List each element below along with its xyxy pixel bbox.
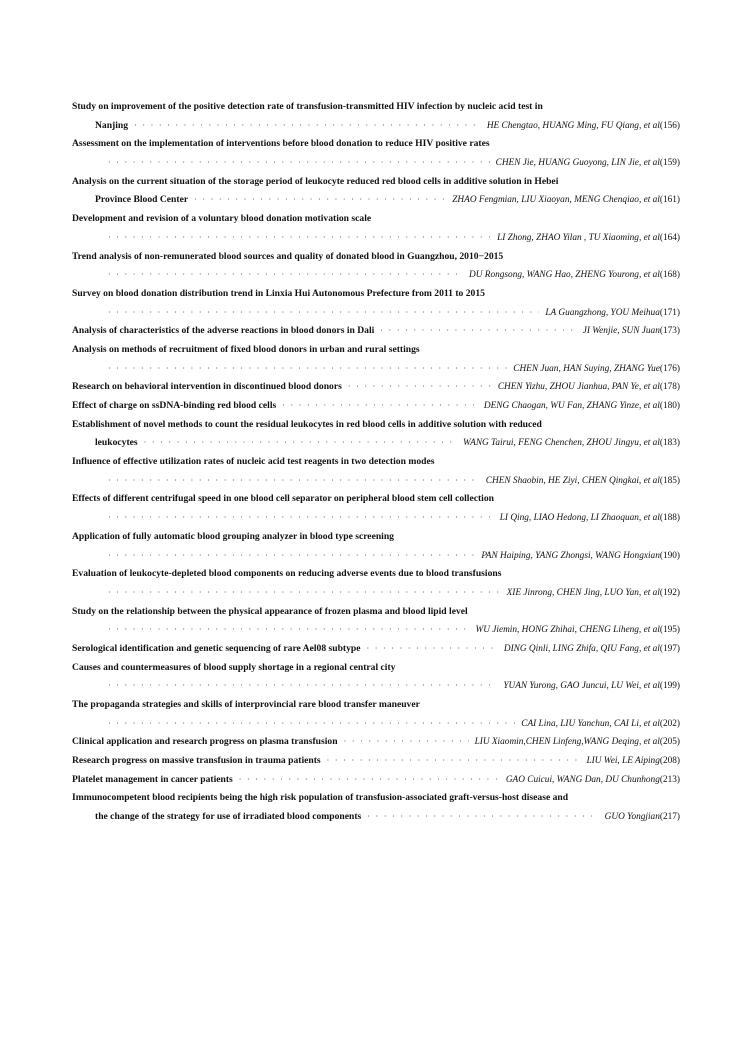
leader-dots [194, 191, 446, 210]
toc-entry[interactable] [72, 397, 680, 416]
entry-title: Effect of charge on ssDNA-binding red blood cells [72, 400, 277, 411]
leader-dots [134, 117, 481, 136]
toc-entry[interactable] [72, 248, 680, 285]
toc-entry[interactable] [72, 752, 680, 771]
leader-dots [108, 360, 507, 379]
entry-title: Research on behavioral intervention in discontinued blood donors [72, 381, 342, 393]
entry-page-number: (185) [659, 475, 680, 486]
entry-authors: GUO Yongjian [604, 812, 660, 823]
leader-dots [239, 771, 500, 790]
entry-page-number: (171) [659, 307, 680, 318]
entry-authors: LIU Xiaomin,CHEN Linfeng,WANG Deqing, et al [474, 737, 660, 748]
leader-dots [380, 322, 576, 341]
leader-dots [282, 397, 478, 416]
toc-entry[interactable] [72, 659, 680, 696]
entry-authors: CAI Lina, LIU Yanchun, CAI Li, et al [521, 718, 660, 729]
leader-dots [144, 434, 457, 453]
leader-dots [108, 472, 480, 491]
entry-page-number: (173) [659, 326, 680, 337]
entry-title: Analysis on methods of recruitment of fixed blood donors in urban and rural settings [72, 343, 420, 355]
entry-title: Clinical application and research progress on plasma transfusion [72, 736, 338, 748]
entry-title: Causes and countermeasures of blood supply shortage in a regional central city [72, 661, 396, 673]
entry-authors: JI Wenjie, SUN Juan [582, 326, 660, 337]
entry-page-number: (156) [659, 120, 680, 131]
entry-page-number: (190) [659, 550, 680, 561]
toc-entry[interactable] [72, 210, 680, 247]
entry-page-number: (180) [659, 401, 680, 411]
leader-dots [327, 752, 581, 771]
leader-dots [367, 640, 498, 659]
entry-page-number: (217) [659, 812, 680, 823]
leader-dots [108, 509, 494, 528]
toc-entry[interactable] [72, 98, 680, 135]
toc-entry[interactable] [72, 640, 680, 659]
entry-authors: GAO Cuicui, WANG Dan, DU Chunhong [505, 774, 660, 785]
entry-title: Platelet management in cancer patients [72, 773, 233, 785]
entry-authors: CHEN Jie, HUANG Guoyong, LIN Jie, et al [495, 158, 660, 169]
entry-page-number: (159) [659, 158, 680, 169]
entry-page-number: (164) [659, 232, 680, 243]
entry-page-number: (183) [659, 438, 680, 449]
entry-title-continued: Nanjing [95, 119, 129, 131]
toc-entry[interactable] [72, 135, 680, 172]
entry-title: Study on improvement of the positive detection rate of transfusion-transmitted HIV infection by nucleic acid test in [72, 101, 543, 112]
entry-title: Analysis on the current situation of the storage period of leukocyte reduced red blood cells in additive solution in Hebei [72, 175, 559, 187]
entry-page-number: (192) [659, 587, 680, 598]
entry-title: Assessment on the implementation of interventions before blood donation to reduce HIV positive rates [72, 138, 490, 150]
entry-page-number: (199) [659, 681, 680, 692]
toc-entry[interactable] [72, 341, 680, 378]
toc-entry[interactable] [72, 696, 680, 733]
entry-page-number: (161) [659, 195, 680, 206]
entry-authors: DING Qinli, LING Zhifa, QIU Fang, et al [503, 643, 660, 654]
toc-entry[interactable] [72, 173, 680, 210]
entry-authors: LI Zhong, ZHAO Yilan , TU Xiaoming, et al [497, 232, 660, 243]
entry-title: Study on the relationship between the physical appearance of frozen plasma and blood lipid level [72, 605, 468, 617]
entry-page-number: (213) [659, 774, 680, 785]
table-of-contents [72, 98, 680, 827]
entry-page-number: (202) [659, 718, 680, 729]
leader-dots [108, 621, 469, 640]
entry-title-continued: Province Blood Center [95, 194, 189, 206]
toc-entry[interactable] [72, 771, 680, 790]
entry-page-number: (205) [659, 737, 680, 748]
entry-page-number: (188) [659, 513, 680, 524]
leader-dots [108, 229, 491, 248]
entry-title-continued: the change of the strategy for use of irradiated blood components [95, 811, 362, 823]
entry-authors: LIU Wei, LE Aiping [586, 756, 660, 767]
leader-dots [108, 154, 490, 173]
entry-authors: WANG Tairui, FENG Chenchen, ZHOU Jingyu, et al [463, 438, 660, 449]
entry-authors: YUAN Yurong, GAO Juncui, LU Wei, et al [503, 681, 660, 692]
entry-authors: LI Qing, LIAO Hedong, LI Zhaoquan, et al [499, 513, 660, 524]
entry-title: Serological identification and genetic sequencing of rare Ael08 subtype [72, 642, 361, 654]
entry-authors: CHEN Juan, HAN Suying, ZHANG Yue [513, 363, 660, 374]
toc-entry[interactable] [72, 490, 680, 527]
leader-dots [108, 547, 475, 566]
entry-authors: XIE Jinrong, CHEN Jing, LUO Yan, et al [506, 587, 660, 598]
leader-dots [108, 584, 501, 603]
entry-page-number: (195) [659, 625, 680, 636]
entry-authors: LA Guangzhong, YOU Meihua [545, 307, 660, 318]
toc-entry[interactable] [72, 528, 680, 565]
entry-authors: PAN Haiping, YANG Zhongsi, WANG Hongxian [481, 550, 660, 561]
leader-dots [344, 733, 469, 752]
entry-title: Research progress on massive transfusion in trauma patients [72, 755, 321, 767]
entry-authors: WU Jiemin, HONG Zhihai, CHENG Liheng, et al [475, 625, 660, 636]
toc-entry[interactable] [72, 378, 680, 397]
entry-title: Establishment of novel methods to count the residual leukocytes in red blood cells in additive solution with reduced [72, 418, 542, 430]
toc-entry[interactable] [72, 453, 680, 490]
entry-title: Influence of effective utilization rates of nucleic acid test reagents in two detection modes [72, 456, 435, 468]
entry-title: The propaganda strategies and skills of interprovincial rare blood transfer maneuver [72, 699, 420, 710]
toc-entry[interactable] [72, 733, 680, 752]
entry-title: Effects of different centrifugal speed in one blood cell separator on peripheral blood stem cell collection [72, 493, 494, 505]
entry-page-number: (176) [659, 363, 680, 374]
entry-page-number: (178) [659, 382, 680, 393]
toc-entry[interactable] [72, 285, 680, 322]
entry-title-continued: leukocytes [95, 437, 138, 449]
entry-title: Development and revision of a voluntary blood donation motivation scale [72, 213, 372, 225]
entry-title: Survey on blood donation distribution trend in Linxia Hui Autonomous Prefecture from 2011 to 2015 [72, 287, 485, 299]
toc-entry[interactable] [72, 565, 680, 602]
entry-title: Immunocompetent blood recipients being the high risk population of transfusion-associated graft-versus-host disease and [72, 792, 569, 804]
toc-entry[interactable] [72, 603, 680, 640]
entry-title: Trend analysis of non-remunerated blood sources and quality of donated blood in Guangzhou, 2010−2015 [72, 250, 504, 262]
toc-entry[interactable] [72, 322, 680, 341]
entry-authors: DENG Chaogan, WU Fan, ZHANG Yinze, et al [483, 401, 660, 411]
entry-authors: CHEN Shaobin, HE Ziyi, CHEN Qingkai, et al [485, 475, 660, 486]
entry-title: Application of fully automatic blood grouping analyzer in blood type screening [72, 530, 394, 542]
entry-page-number: (208) [659, 756, 680, 767]
entry-title: Evaluation of leukocyte-depleted blood components on reducing adverse events due to blood transfusions [72, 568, 502, 580]
entry-title: Analysis of characteristics of the adverse reactions in blood donors in Dali [72, 325, 375, 337]
entry-page-number: (197) [659, 643, 680, 654]
entry-authors: HE Chengtao, HUANG Ming, FU Qiang, et al [486, 120, 660, 131]
entry-page-number: (168) [659, 270, 680, 281]
leader-dots [108, 266, 463, 285]
leader-dots [108, 304, 539, 323]
entry-authors: CHEN Yizhu, ZHOU Jianhua, PAN Ye, et al [497, 382, 660, 393]
leader-dots [108, 677, 497, 696]
entry-authors: DU Rongsong, WANG Hao, ZHENG Yourong, et al [469, 270, 660, 281]
leader-dots [348, 378, 492, 397]
toc-entry[interactable] [72, 416, 680, 453]
entry-authors: ZHAO Fengmian, LIU Xiaoyan, MENG Chenqiao, et al [452, 195, 660, 206]
toc-entry[interactable] [72, 789, 680, 826]
leader-dots [108, 715, 515, 734]
leader-dots [367, 808, 598, 827]
